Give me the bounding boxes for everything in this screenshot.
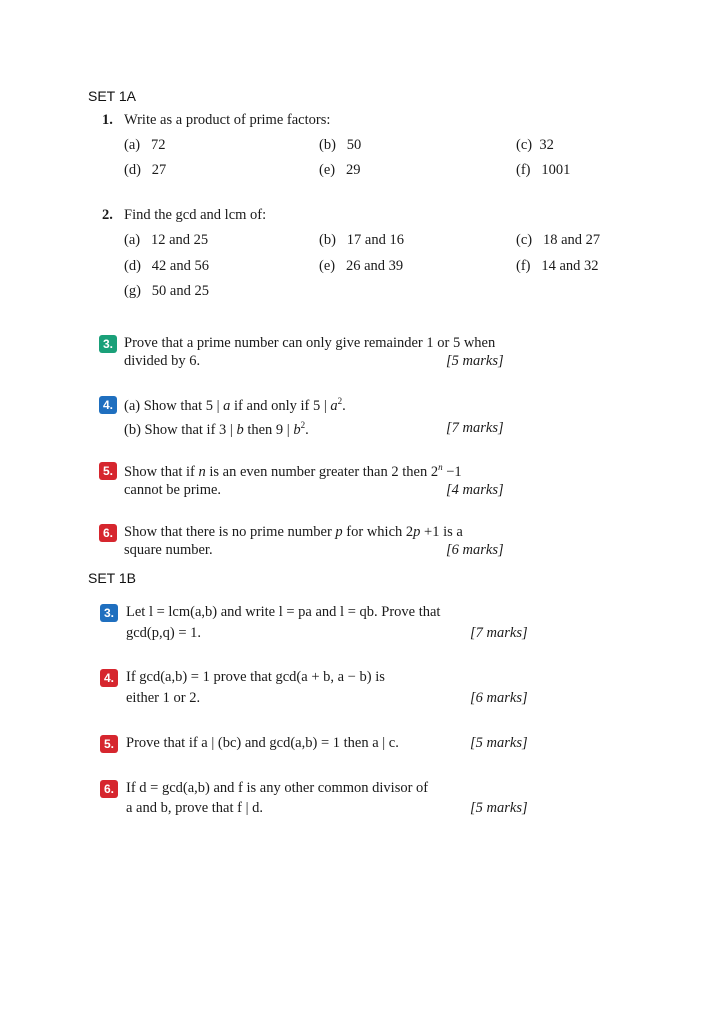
question-2-text: Find the gcd and lcm of: [124, 207, 267, 223]
set-1b-question-6-badge: 6. [100, 780, 118, 798]
set-1b-question-3-marks: [7 marks] [470, 625, 528, 641]
q1-part-b: (b) 50 [319, 137, 362, 153]
set-1b-question-4-line-2: either 1 or 2. [126, 690, 201, 706]
q1-part-f: (f) 1001 [516, 162, 571, 178]
set-1b-question-3-badge: 3. [100, 604, 118, 622]
set-1b-question-5-marks: [5 marks] [470, 735, 528, 751]
question-5-badge: 5. [99, 462, 117, 480]
question-6-line-1: Show that there is no prime number p for which 2p +1 is a [124, 524, 463, 540]
set-1b-question-6-line-1: If d = gcd(a,b) and f is any other common divisor of [126, 780, 429, 796]
question-4-badge: 4. [99, 396, 117, 414]
question-5-marks: [4 marks] [446, 482, 504, 498]
question-6-marks: [6 marks] [446, 542, 504, 558]
question-1-number: 1. [102, 112, 113, 128]
question-2-number: 2. [102, 207, 113, 223]
set-1b-question-5-badge: 5. [100, 735, 118, 753]
set-1a-heading: SET 1A [88, 88, 136, 104]
question-3-line-2: divided by 6. [124, 353, 201, 369]
q1-part-c: (c) 32 [516, 137, 554, 153]
set-1b-question-4-marks: [6 marks] [470, 690, 528, 706]
q2-part-f: (f) 14 and 32 [516, 258, 599, 274]
question-4-marks: [7 marks] [446, 420, 504, 436]
set-1b-heading: SET 1B [88, 570, 136, 586]
question-5-line-1: Show that if n is an even number greater than 2 then $2^n -1$ [124, 462, 462, 480]
question-3-badge: 3. [99, 335, 117, 353]
q2-part-g: (g) 50 and 25 [124, 283, 209, 299]
set-1b-question-6-line-2: a and b, prove that f | d. [126, 800, 263, 816]
q1-part-a: (a) 72 [124, 137, 166, 153]
question-4-line-2: (b) Show that if 3 | b then 9 | $b^2$. [124, 420, 309, 438]
question-5-line-2: cannot be prime. [124, 482, 222, 498]
q2-part-e: (e) 26 and 39 [319, 258, 404, 274]
q1-part-e: (e) 29 [319, 162, 361, 178]
question-6-line-2: square number. [124, 542, 213, 558]
question-4-line-1: (a) Show that 5 | a if and only if 5 | $a^2$. [124, 396, 346, 414]
q1-part-d: (d) 27 [124, 162, 167, 178]
set-1b-question-3-line-1: Let l = lcm(a,b) and write l = pa and l = qb. Prove that [126, 604, 441, 620]
question-3-line-1: Prove that a prime number can only give remainder 1 or 5 when [124, 335, 496, 351]
q2-part-a: (a) 12 and 25 [124, 232, 209, 248]
question-3-marks: [5 marks] [446, 353, 504, 369]
set-1b-question-5-line-1: Prove that if a | (bc) and gcd(a,b) = 1 then a | c. [126, 735, 399, 751]
set-1b-question-4-badge: 4. [100, 669, 118, 687]
set-1b-question-4-line-1: If gcd(a,b) = 1 prove that gcd(a + b, a − b) is [126, 669, 385, 685]
q2-part-d: (d) 42 and 56 [124, 258, 209, 274]
question-6-badge: 6. [99, 524, 117, 542]
q2-part-b: (b) 17 and 16 [319, 232, 404, 248]
question-1-text: Write as a product of prime factors: [124, 112, 331, 128]
q2-part-c: (c) 18 and 27 [516, 232, 601, 248]
set-1b-question-3-line-2: gcd(p,q) = 1. [126, 625, 202, 641]
set-1b-question-6-marks: [5 marks] [470, 800, 528, 816]
